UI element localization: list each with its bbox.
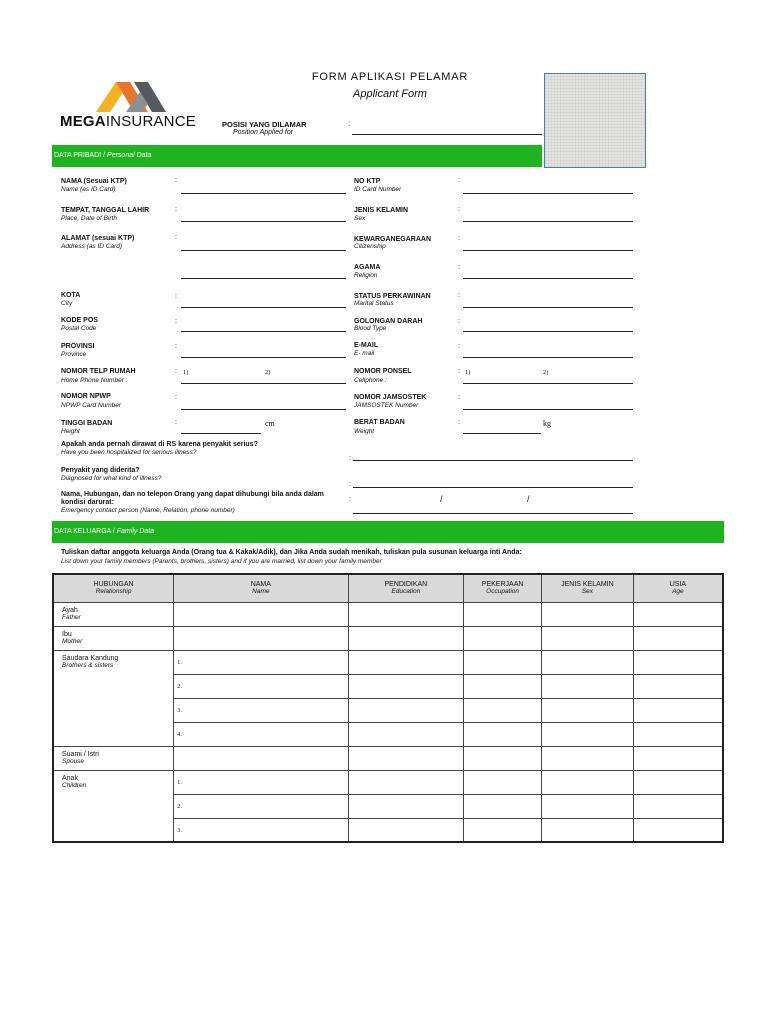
column-header: PENDIDIKAN Education (348, 574, 464, 602)
colon: : (175, 293, 177, 300)
separator-slash: / (440, 494, 443, 504)
table-row (53, 770, 723, 794)
table-cell[interactable]: 3. (174, 818, 348, 842)
table-cell[interactable] (348, 674, 464, 698)
question-label-en: Have you been hospitalized for serious illness? (61, 449, 197, 456)
field-label-en: Province (61, 351, 87, 358)
field-label: E-MAIL (354, 342, 379, 349)
table-row (53, 650, 723, 674)
question-label-en: Emergency contact person (Name, Relation, phone number) (61, 507, 235, 514)
table-cell[interactable]: 4. (174, 722, 348, 746)
table-cell[interactable] (633, 698, 723, 722)
table-row (53, 602, 723, 626)
family-note: Tuliskan daftar anggota keluarga Anda (Orang tua & Kakak/Adik), dan Jika Anda sudah menikah, tuliskan pula susunan keluarga inti Anda: (61, 549, 522, 556)
table-cell[interactable] (542, 794, 634, 818)
table-cell[interactable] (542, 650, 634, 674)
birth-input[interactable] (181, 221, 346, 222)
column-header: PEKERJAAN Occupation (464, 574, 542, 602)
city-input[interactable] (181, 307, 346, 308)
field-label-en: Sex (354, 215, 366, 222)
colon: : (349, 455, 351, 462)
separator-slash: / (527, 494, 530, 504)
field-label-en: Height (61, 428, 80, 435)
relation-cell: Ayah Father (53, 602, 174, 626)
colon: : (348, 119, 351, 128)
phone-marker-2: 2) (543, 369, 549, 376)
personal-data-bar (52, 145, 542, 167)
table-cell[interactable] (542, 674, 634, 698)
field-label-en: Address (as ID Card) (61, 243, 123, 250)
table-cell[interactable] (464, 722, 542, 746)
question-label: Nama, Hubungan, dan no telepon Orang yang dapat dihubungi bila anda dalam (61, 491, 324, 498)
brand-name: MEGAINSURANCE (60, 113, 196, 130)
question-label-en: Diagnosed for what kind of illness? (61, 475, 162, 482)
colon: : (458, 419, 460, 426)
phone-marker-1: 1) (183, 369, 189, 376)
question-label: Penyakit yang diderita? (61, 467, 140, 474)
relation-cell: Suami / Istri Spouse (53, 746, 174, 770)
field-label: KOTA (61, 292, 81, 299)
table-cell[interactable] (464, 698, 542, 722)
field-label: NOMOR JAMSOSTEK (354, 394, 427, 401)
table-row (53, 746, 723, 770)
field-label-en: Name (as ID Card) (61, 186, 116, 193)
position-input[interactable] (352, 134, 542, 135)
table-cell[interactable] (633, 674, 723, 698)
home-phone-input[interactable] (181, 383, 346, 384)
field-label: TEMPAT, TANGGAL LAHIR (61, 207, 150, 214)
field-label: ALAMAT (sesuai KTP) (61, 235, 135, 242)
field-label: NOMOR TELP RUMAH (61, 368, 136, 375)
table-cell[interactable] (348, 722, 464, 746)
colon: : (175, 419, 177, 426)
colon: : (458, 343, 460, 350)
province-input[interactable] (181, 357, 346, 358)
table-cell[interactable] (464, 794, 542, 818)
photo-box[interactable] (544, 73, 646, 168)
table-cell[interactable] (542, 770, 634, 794)
table-cell[interactable] (348, 650, 464, 674)
column-header: HUBUNGAN Relationship (53, 574, 174, 602)
section-label-en: Personal Data (107, 152, 152, 159)
section-label: DATA KELUARGA / (54, 528, 117, 535)
form-title: FORM APLIKASI PELAMAR (311, 71, 469, 83)
table-cell[interactable] (464, 602, 542, 626)
colon: : (458, 177, 460, 184)
field-label-en: NPWP Card Number (61, 402, 122, 409)
field-label-en: E- mail (354, 350, 375, 357)
question-label-2: kondisi darurat: (61, 499, 114, 506)
weight-unit: kg (543, 419, 551, 428)
table-cell[interactable] (348, 818, 464, 842)
position-label-en: Position Applied for (233, 129, 294, 136)
family-note-en: List down your family members (Parents, brothers, sisters) and if you are married, list down your family member (61, 558, 382, 565)
field-label: STATUS PERKAWINAN (354, 293, 431, 300)
company-logo (60, 80, 210, 132)
table-cell[interactable] (348, 794, 464, 818)
field-label: KEWARGANEGARAAN (354, 236, 431, 243)
table-cell[interactable] (348, 626, 464, 650)
relation-cell: Ibu Mother (53, 626, 174, 650)
table-cell[interactable] (174, 746, 348, 770)
table-cell[interactable] (348, 698, 464, 722)
field-label: TINGGI BADAN (61, 420, 113, 427)
field-label: AGAMA (354, 264, 381, 271)
field-label-en: Weight (354, 428, 375, 435)
postal-input[interactable] (181, 331, 346, 332)
height-input[interactable] (181, 433, 261, 434)
colon: : (458, 292, 460, 299)
field-label: BERAT BADAN (354, 419, 405, 426)
relation-cell: Anak Children (53, 770, 174, 842)
table-cell[interactable]: 2. (174, 674, 348, 698)
form-subtitle: Applicant Form (353, 88, 427, 100)
table-cell[interactable] (464, 626, 542, 650)
question-label: Apakah anda pernah dirawat di RS karena penyakit serius? (61, 441, 258, 448)
field-label: KODE POS (61, 317, 98, 324)
name-input[interactable] (181, 193, 346, 194)
npwp-input[interactable] (181, 409, 346, 410)
colon: : (175, 343, 177, 350)
table-cell[interactable] (464, 770, 542, 794)
email-input[interactable] (463, 357, 633, 358)
table-cell[interactable] (542, 746, 634, 770)
table-cell[interactable] (633, 722, 723, 746)
table-cell[interactable] (542, 626, 634, 650)
table-cell[interactable] (633, 602, 723, 626)
table-cell[interactable] (542, 602, 634, 626)
field-label-en: ID Card Number (354, 186, 402, 193)
table-cell[interactable] (348, 746, 464, 770)
field-label-en: City (61, 300, 73, 307)
table-cell[interactable] (633, 626, 723, 650)
jamsostek-input[interactable] (463, 409, 633, 410)
illness-input[interactable] (353, 487, 633, 488)
weight-input[interactable] (463, 433, 541, 434)
colon: : (349, 481, 351, 488)
height-unit: cm (265, 419, 275, 428)
table-cell[interactable] (542, 698, 634, 722)
religion-input[interactable] (463, 278, 633, 279)
table-cell[interactable] (464, 650, 542, 674)
colon: : (458, 368, 460, 375)
colon: : (175, 368, 177, 375)
field-label-en: Cellphone : (354, 377, 387, 384)
colon: : (458, 318, 460, 325)
field-label-en: Marital Status (354, 300, 394, 307)
family-data-bar (52, 521, 724, 543)
phone-marker-2: 2) (265, 369, 271, 376)
phone-marker-1: 1) (465, 369, 471, 376)
field-label-en: Religion (354, 272, 378, 279)
colon: : (175, 394, 177, 401)
table-cell[interactable]: 2. (174, 794, 348, 818)
column-header: NAMA Name (174, 574, 348, 602)
colon: : (458, 235, 460, 242)
field-label: NOMOR PONSEL (354, 368, 412, 375)
field-label-en: Postal Code (61, 325, 97, 332)
field-label: NAMA (Sesuai KTP) (61, 178, 127, 185)
column-header: JENIS KELAMIN Sex (542, 574, 634, 602)
table-cell[interactable] (464, 746, 542, 770)
colon: : (175, 177, 177, 184)
cellphone-input[interactable] (463, 383, 633, 384)
field-label-en: Home Phone Number : (61, 377, 128, 384)
table-cell[interactable]: 1. (174, 770, 348, 794)
mega-logo-icon (96, 80, 174, 112)
family-table (52, 573, 724, 843)
colon: : (458, 206, 460, 213)
address-input[interactable] (181, 250, 346, 251)
table-cell[interactable] (633, 794, 723, 818)
table-cell[interactable] (174, 626, 348, 650)
relation-cell: Saudara Kandung Brothers & sisters (53, 650, 174, 746)
field-label-en: JAMSOSTEK Number (354, 402, 419, 409)
colon: : (175, 206, 177, 213)
field-label-en: Blood Type (354, 325, 387, 332)
marital-input[interactable] (463, 307, 633, 308)
table-cell[interactable] (633, 818, 723, 842)
sex-input[interactable] (463, 221, 633, 222)
colon: : (175, 234, 177, 241)
field-label-en: Place, Date of Birth (61, 215, 117, 222)
address-input-2[interactable] (181, 278, 346, 279)
table-cell[interactable] (174, 602, 348, 626)
table-cell[interactable] (464, 674, 542, 698)
colon: : (458, 394, 460, 401)
emergency-input[interactable] (353, 513, 633, 514)
table-cell[interactable] (633, 746, 723, 770)
table-cell[interactable]: 1. (174, 650, 348, 674)
field-label-en: Citizenship (354, 243, 386, 250)
position-label: POSISI YANG DILAMAR (222, 120, 307, 129)
table-cell[interactable] (542, 818, 634, 842)
field-label: NO KTP (354, 178, 381, 185)
table-cell[interactable] (464, 818, 542, 842)
column-header: USIA Age (633, 574, 723, 602)
ktp-input[interactable] (463, 193, 633, 194)
colon: : (175, 318, 177, 325)
colon: : (458, 264, 460, 271)
table-cell[interactable] (633, 770, 723, 794)
field-label: JENIS KELAMIN (354, 207, 409, 214)
table-cell[interactable] (542, 722, 634, 746)
field-label: PROVINSI (61, 343, 95, 350)
table-header-row (53, 574, 723, 602)
citizenship-input[interactable] (463, 250, 633, 251)
table-cell[interactable] (348, 602, 464, 626)
blood-input[interactable] (463, 331, 633, 332)
section-label-en: Family Data (116, 528, 155, 535)
section-label: DATA PRIBADI / (54, 152, 108, 159)
table-cell[interactable] (348, 770, 464, 794)
field-label: NOMOR NPWP (61, 393, 111, 400)
field-label: GOLONGAN DARAH (354, 318, 423, 325)
hospitalized-input[interactable] (353, 460, 633, 461)
table-cell[interactable]: 3. (174, 698, 348, 722)
colon: : (349, 496, 351, 503)
table-cell[interactable] (633, 650, 723, 674)
table-row (53, 626, 723, 650)
